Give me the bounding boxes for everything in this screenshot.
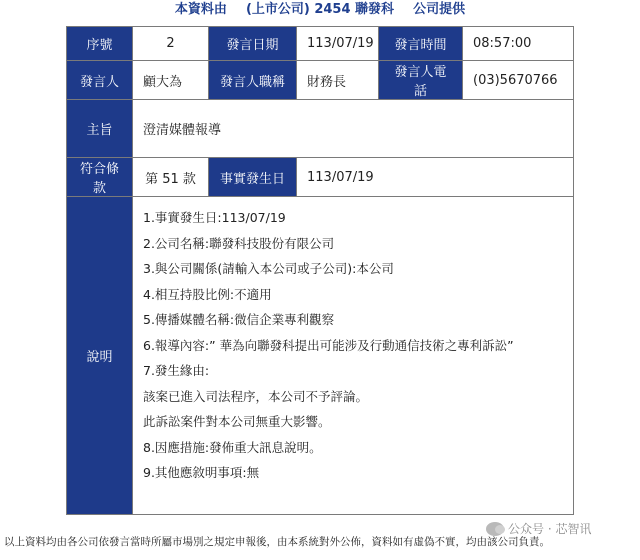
description-line: 1.事實發生日:113/07/19 bbox=[143, 210, 286, 225]
event-date-label: 事實發生日 bbox=[209, 158, 297, 197]
description-line: 此訴訟案件對本公司無重大影響。 bbox=[143, 414, 331, 429]
description-line: 該案已進入司法程序，本公司不予評論。 bbox=[143, 388, 369, 404]
serial-value: 2 bbox=[133, 27, 209, 61]
speaker-label: 發言人 bbox=[67, 61, 133, 100]
header-prefix: 本資料由 bbox=[174, 2, 227, 17]
event-date-value: 113/07/19 bbox=[297, 158, 574, 197]
time-value: 08:57:00 bbox=[463, 27, 574, 61]
watermark-text: 公众号 · 芯智讯 bbox=[508, 522, 592, 536]
date-label: 發言日期 bbox=[209, 27, 297, 61]
table-row bbox=[67, 158, 574, 197]
description-line: 2.公司名稱:聯發科技股份有限公司 bbox=[143, 235, 335, 251]
footer-disclaimer: 以上資料均由各公司依發言當時所屬市場別之規定申報後，由本系統對外公佈，資料如有虛偽不實，均由該公司負責。 bbox=[4, 536, 550, 548]
subject-value: 澄清媒體報導 bbox=[133, 100, 574, 158]
title-label: 發言人職稱 bbox=[209, 61, 297, 100]
table-row bbox=[67, 61, 574, 100]
header-suffix: 公司提供 bbox=[413, 2, 466, 17]
description-label: 說明 bbox=[67, 197, 133, 515]
wechat-icon bbox=[486, 522, 504, 536]
description-line: 8.因應措施:發佈重大訊息說明。 bbox=[143, 439, 322, 455]
phone-value: (03)5670766 bbox=[463, 61, 574, 100]
announcement-table bbox=[66, 26, 574, 515]
serial-label: 序號 bbox=[67, 27, 133, 61]
description-line: 6.報導內容:” 華為向聯發科提出可能涉及行動通信技術之專利訴訟” bbox=[143, 337, 514, 353]
table-row bbox=[67, 100, 574, 158]
description-value bbox=[133, 197, 574, 515]
phone-label: 發言人電話 bbox=[379, 61, 463, 100]
speaker-value: 顧大為 bbox=[133, 61, 209, 100]
description-line: 7.發生緣由: bbox=[143, 363, 210, 378]
table-row bbox=[67, 27, 574, 61]
page-header bbox=[0, 0, 640, 22]
subject-label: 主旨 bbox=[67, 100, 133, 158]
title-value: 財務長 bbox=[297, 61, 379, 100]
time-label: 發言時間 bbox=[379, 27, 463, 61]
table-row bbox=[67, 197, 574, 515]
clause-value: 第 51 款 bbox=[133, 158, 209, 197]
date-value: 113/07/19 bbox=[297, 27, 379, 61]
clause-label: 符合條款 bbox=[67, 158, 133, 197]
description-line: 4.相互持股比例:不適用 bbox=[143, 286, 272, 302]
header-company: (上市公司) 2454 聯發科 bbox=[245, 2, 395, 17]
description-line: 9.其他應敘明事項:無 bbox=[143, 465, 260, 480]
description-line: 3.與公司關係(請輸入本公司或子公司):本公司 bbox=[143, 261, 394, 276]
description-line: 5.傳播媒體名稱:微信企業專利觀察 bbox=[143, 312, 335, 327]
